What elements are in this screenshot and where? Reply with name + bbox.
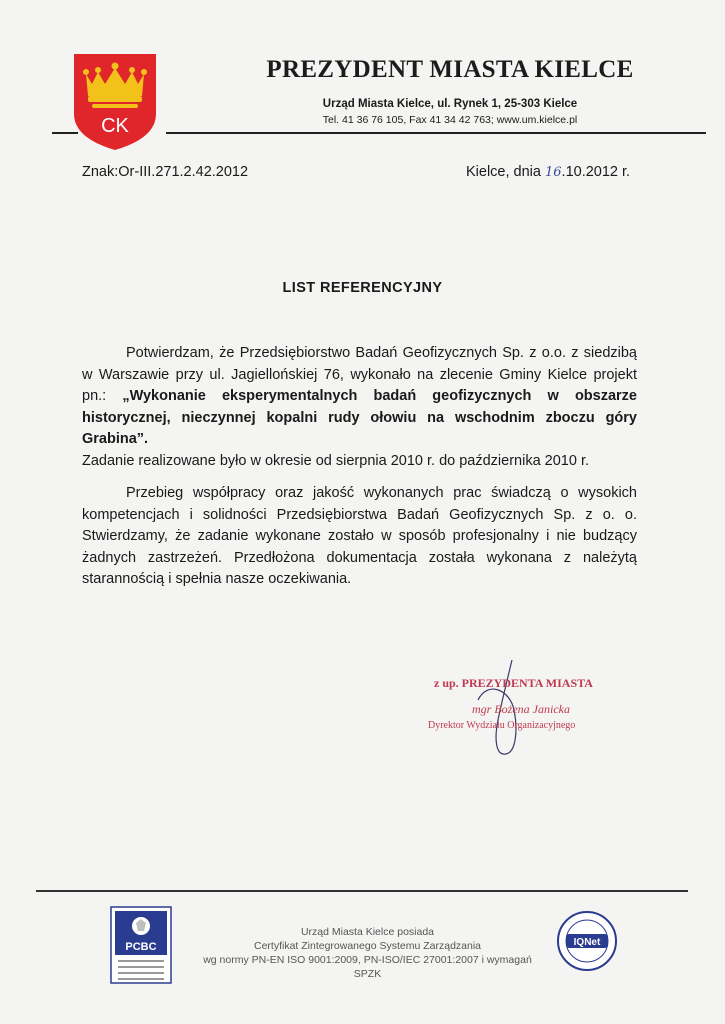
office-address: Urząd Miasta Kielce, ul. Rynek 1, 25-303 Kielce <box>322 98 578 110</box>
handwritten-day: 16 <box>545 165 562 180</box>
header-divider <box>166 132 706 134</box>
svg-text:IQNet: IQNet <box>573 937 601 948</box>
footer-divider <box>36 890 688 892</box>
svg-text:PCBC: PCBC <box>125 941 157 953</box>
svg-text:CK: CK <box>101 115 129 137</box>
document-heading: LIST REFERENCYJNY <box>282 280 443 296</box>
footer-line-3: wg normy PN-EN ISO 9001:2009, PN-ISO/IEC 27001:2007 i wymagań SPZK <box>203 954 532 980</box>
footer-line-2: Certyfikat Zintegrowanego Systemu Zarządzania <box>253 940 482 952</box>
office-contact: Tel. 41 36 76 105, Fax 41 34 42 763; www.um.kielce.pl <box>322 114 578 126</box>
reference-number: Znak:Or-III.271.2.42.2012 <box>82 164 249 180</box>
footer-line-1: Urząd Miasta Kielce posiada <box>300 926 435 938</box>
paragraph-evaluation: Przebieg współpracy oraz jakość wykonanych prac świadczą o wysokich kompetencjach i solidności Przedsiębiorstwa Badań Geofizycznych Sp. z o. o. Stwierdzamy, że zadanie wykonane zostało w sposób profesjonalny i nie budzący żadnych zastrzeżeń. Przedłożona dokumentacja została wykonana z należytą starannością i spełnia nasze oczekiwania. <box>82 485 637 587</box>
page-title: PREZYDENT MIASTA KIELCE <box>266 56 634 83</box>
project-period: Zadanie realizowane było w okresie od sierpnia 2010 r. do października 2010 r. <box>82 452 590 469</box>
kielce-crest-logo <box>72 52 158 152</box>
project-name: „Wykonanie eksperymentalnych badań geofizycznych w obszarze historycznej, nieczynnej kopalni rudy ołowiu na wschodnim zboczu góry Grabina”. <box>82 388 637 447</box>
pcbc-certificate-logo <box>110 906 172 984</box>
header-divider-left <box>52 132 78 134</box>
letter-date: Kielce, dnia 16.10.2012 r. <box>466 164 631 180</box>
stamp-position: Dyrektor Wydziału Organizacyjnego <box>428 720 576 731</box>
iqnet-certificate-logo <box>556 910 618 972</box>
stamp-authority: z up. PREZYDENTA MIASTA <box>434 676 593 690</box>
stamp-name: mgr Bożena Janicka <box>472 702 570 716</box>
paragraph-confirmation: Potwierdzam, że Przedsiębiorstwo Badań Geofizycznych Sp. z o.o. z siedzibą w Warszawie przy ul. Jagiellońskiej 76, wykonało na zlecenie Gminy Kielce projekt pn.: „Wykonanie eksperymentalnych badań geofizycznych w obszarze historycznej, nieczynnej kopalni rudy ołowiu na wschodnim zboczu góry Grabina”. Zadanie realizowane było w okresie od sierpnia 2010 r. do października 2010 r. <box>82 345 637 469</box>
